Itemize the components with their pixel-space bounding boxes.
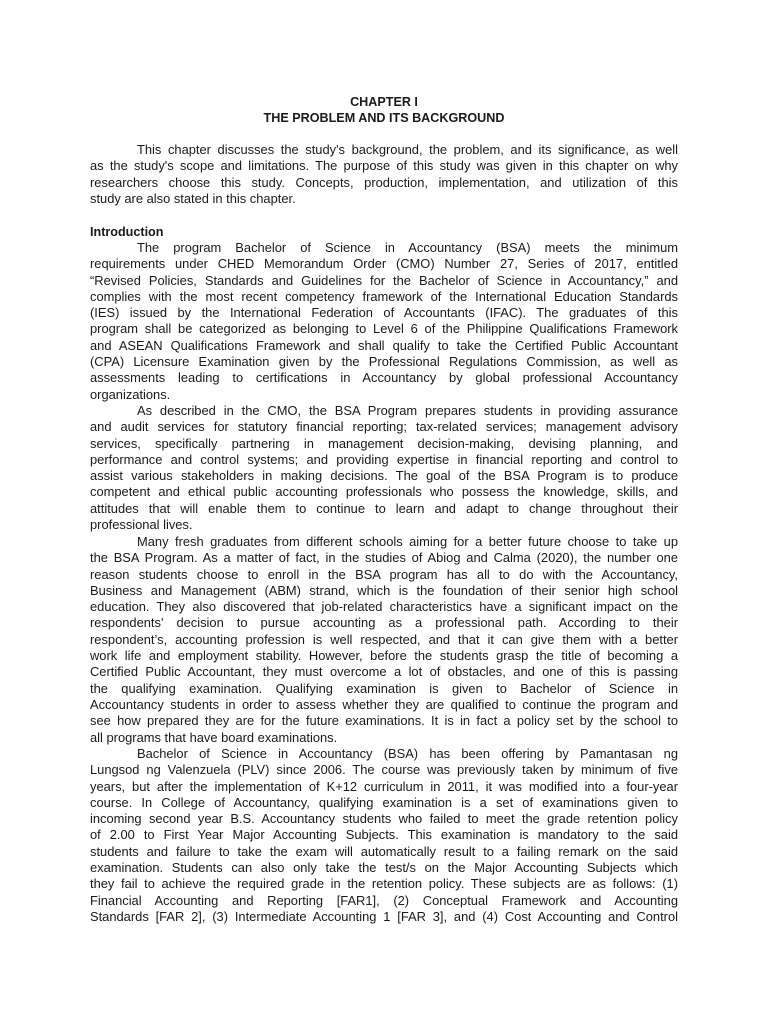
text-line: Standards [FAR 2], (3) Intermediate Accounting 1 [FAR 3], and (4) Cost Accounting and Control (90, 908, 678, 924)
intro-paragraph (90, 142, 678, 207)
text-line: education. They also discovered that job-related characteristics have a significant impact on the (90, 599, 678, 615)
text-line: see how prepared they are for the future examinations. It is in fact a policy set by the school to (90, 713, 678, 729)
text-line: Many fresh graduates from different schools aiming for a better future choose to take up (137, 534, 678, 549)
text-line: reason students choose to enroll in the BSA program has all to do with the Accountancy, (90, 566, 678, 582)
text-line: and ASEAN Qualifications Framework and shall qualify to take the Certified Public Accountant (90, 337, 678, 353)
text-line: competent and ethical public accounting professionals who possess the knowledge, skills, and (90, 484, 678, 500)
text-line: organizations. (90, 386, 171, 402)
text-line: as the study's scope and limitations. The purpose of this study was given in this chapter on why (90, 158, 678, 174)
text-line: attitudes that will enable them to continue to learn and adapt to change throughout their (90, 500, 678, 516)
text-line: Accountancy students in order to assess whether they are qualified to continue the program and (90, 696, 678, 712)
text-line: examination. Students can also only take the test/s on the Major Accounting Subjects which (90, 860, 678, 876)
text-line: Financial Accounting and Reporting [FAR1], (2) Conceptual Framework and Accounting (90, 892, 678, 908)
paragraph-3 (90, 534, 678, 746)
chapter-title: THE PROBLEM AND ITS BACKGROUND (263, 111, 505, 125)
section-heading: Introduction (90, 225, 164, 239)
text-line: incoming second year B.S. Accountancy students who failed to meet the grade retention policy (90, 811, 678, 827)
text-line: “Revised Policies, Standards and Guidelines for the Bachelor of Science in Accountancy,” and (90, 272, 678, 288)
text-line: assessments leading to certifications in Accountancy by global professional Accountancy (90, 370, 678, 386)
text-line: As described in the CMO, the BSA Program prepares students in providing assurance (137, 403, 678, 418)
text-line: Certified Public Accountant, they must overcome a lot of obstacles, and one of this is passing (90, 664, 678, 680)
text-line: performance and control systems; and providing expertise in financial reporting and control to (90, 451, 678, 467)
chapter-number: CHAPTER I (350, 95, 418, 109)
text-line: and audit services for statutory financial reporting; tax-related services; management advisory (90, 419, 678, 435)
text-line: respondents' decision to pursue accounting as a professional path. According to their (90, 615, 678, 631)
text-line: work life and employment stability. However, before the students grasp the title of becoming a (90, 648, 678, 664)
text-line: researchers choose this study. Concepts, production, implementation, and utilization of this (90, 174, 678, 190)
text-line: program shall be categorized as belonging to Level 6 of the Philippine Qualifications Framework (90, 321, 678, 337)
text-line: The program Bachelor of Science in Accountancy (BSA) meets the minimum (137, 240, 678, 255)
text-line: years, but after the implementation of K+12 curriculum in 2011, it was modified into a four-year (90, 778, 678, 794)
text-line: the qualifying examination. Qualifying examination is given to Bachelor of Science in (90, 680, 678, 696)
text-line: Business and Management (ABM) strand, which is the foundation of their senior high school (90, 582, 678, 598)
text-line: professional lives. (90, 517, 193, 533)
text-line: assist various stakeholders in making decisions. The goal of the BSA Program is to produce (90, 468, 678, 484)
text-line: respondent’s, accounting profession is well respected, and that it can give them with a better (90, 631, 678, 647)
text-line: the BSA Program. As a matter of fact, in the studies of Abiog and Calma (2020), the number one (90, 550, 678, 566)
text-line: requirements under CHED Memorandum Order (CMO) Number 27, Series of 2017, entitled (90, 256, 678, 272)
text-line: students and failure to take the exam will automatically result to a failing remark on the said (90, 843, 678, 859)
text-line: of 2.00 to First Year Major Accounting Subjects. This examination is mandatory to the said (90, 827, 678, 843)
text-line: Bachelor of Science in Accountancy (BSA) has been offering by Pamantasan ng (137, 746, 678, 761)
text-line: (CPA) Licensure Examination given by the Professional Regulations Commission, as well as (90, 354, 678, 370)
paragraph-2 (90, 403, 678, 533)
text-line: (IES) issued by the International Federation of Accountants (IFAC). The graduates of this (90, 305, 678, 321)
text-line: study are also stated in this chapter. (90, 190, 296, 206)
text-line: complies with the most recent competency framework of the International Education Standards (90, 288, 678, 304)
text-line: they fail to achieve the required grade in the retention policy. These subjects are as follows: (1) (90, 876, 678, 892)
text-line: Lungsod ng Valenzuela (PLV) since 2006. The course was previously taken by minimum of five (90, 762, 678, 778)
text-line: all programs that have board examinations. (90, 729, 338, 745)
paragraph-4 (90, 746, 678, 925)
paragraph-1 (90, 240, 678, 403)
text-line: This chapter discusses the study's background, the problem, and its significance, as well (137, 142, 678, 157)
text-line: course. In College of Accountancy, qualifying examination is a set of examinations given to (90, 794, 678, 810)
text-line: services, specifically partnering in management decision-making, devising planning, and (90, 435, 678, 451)
